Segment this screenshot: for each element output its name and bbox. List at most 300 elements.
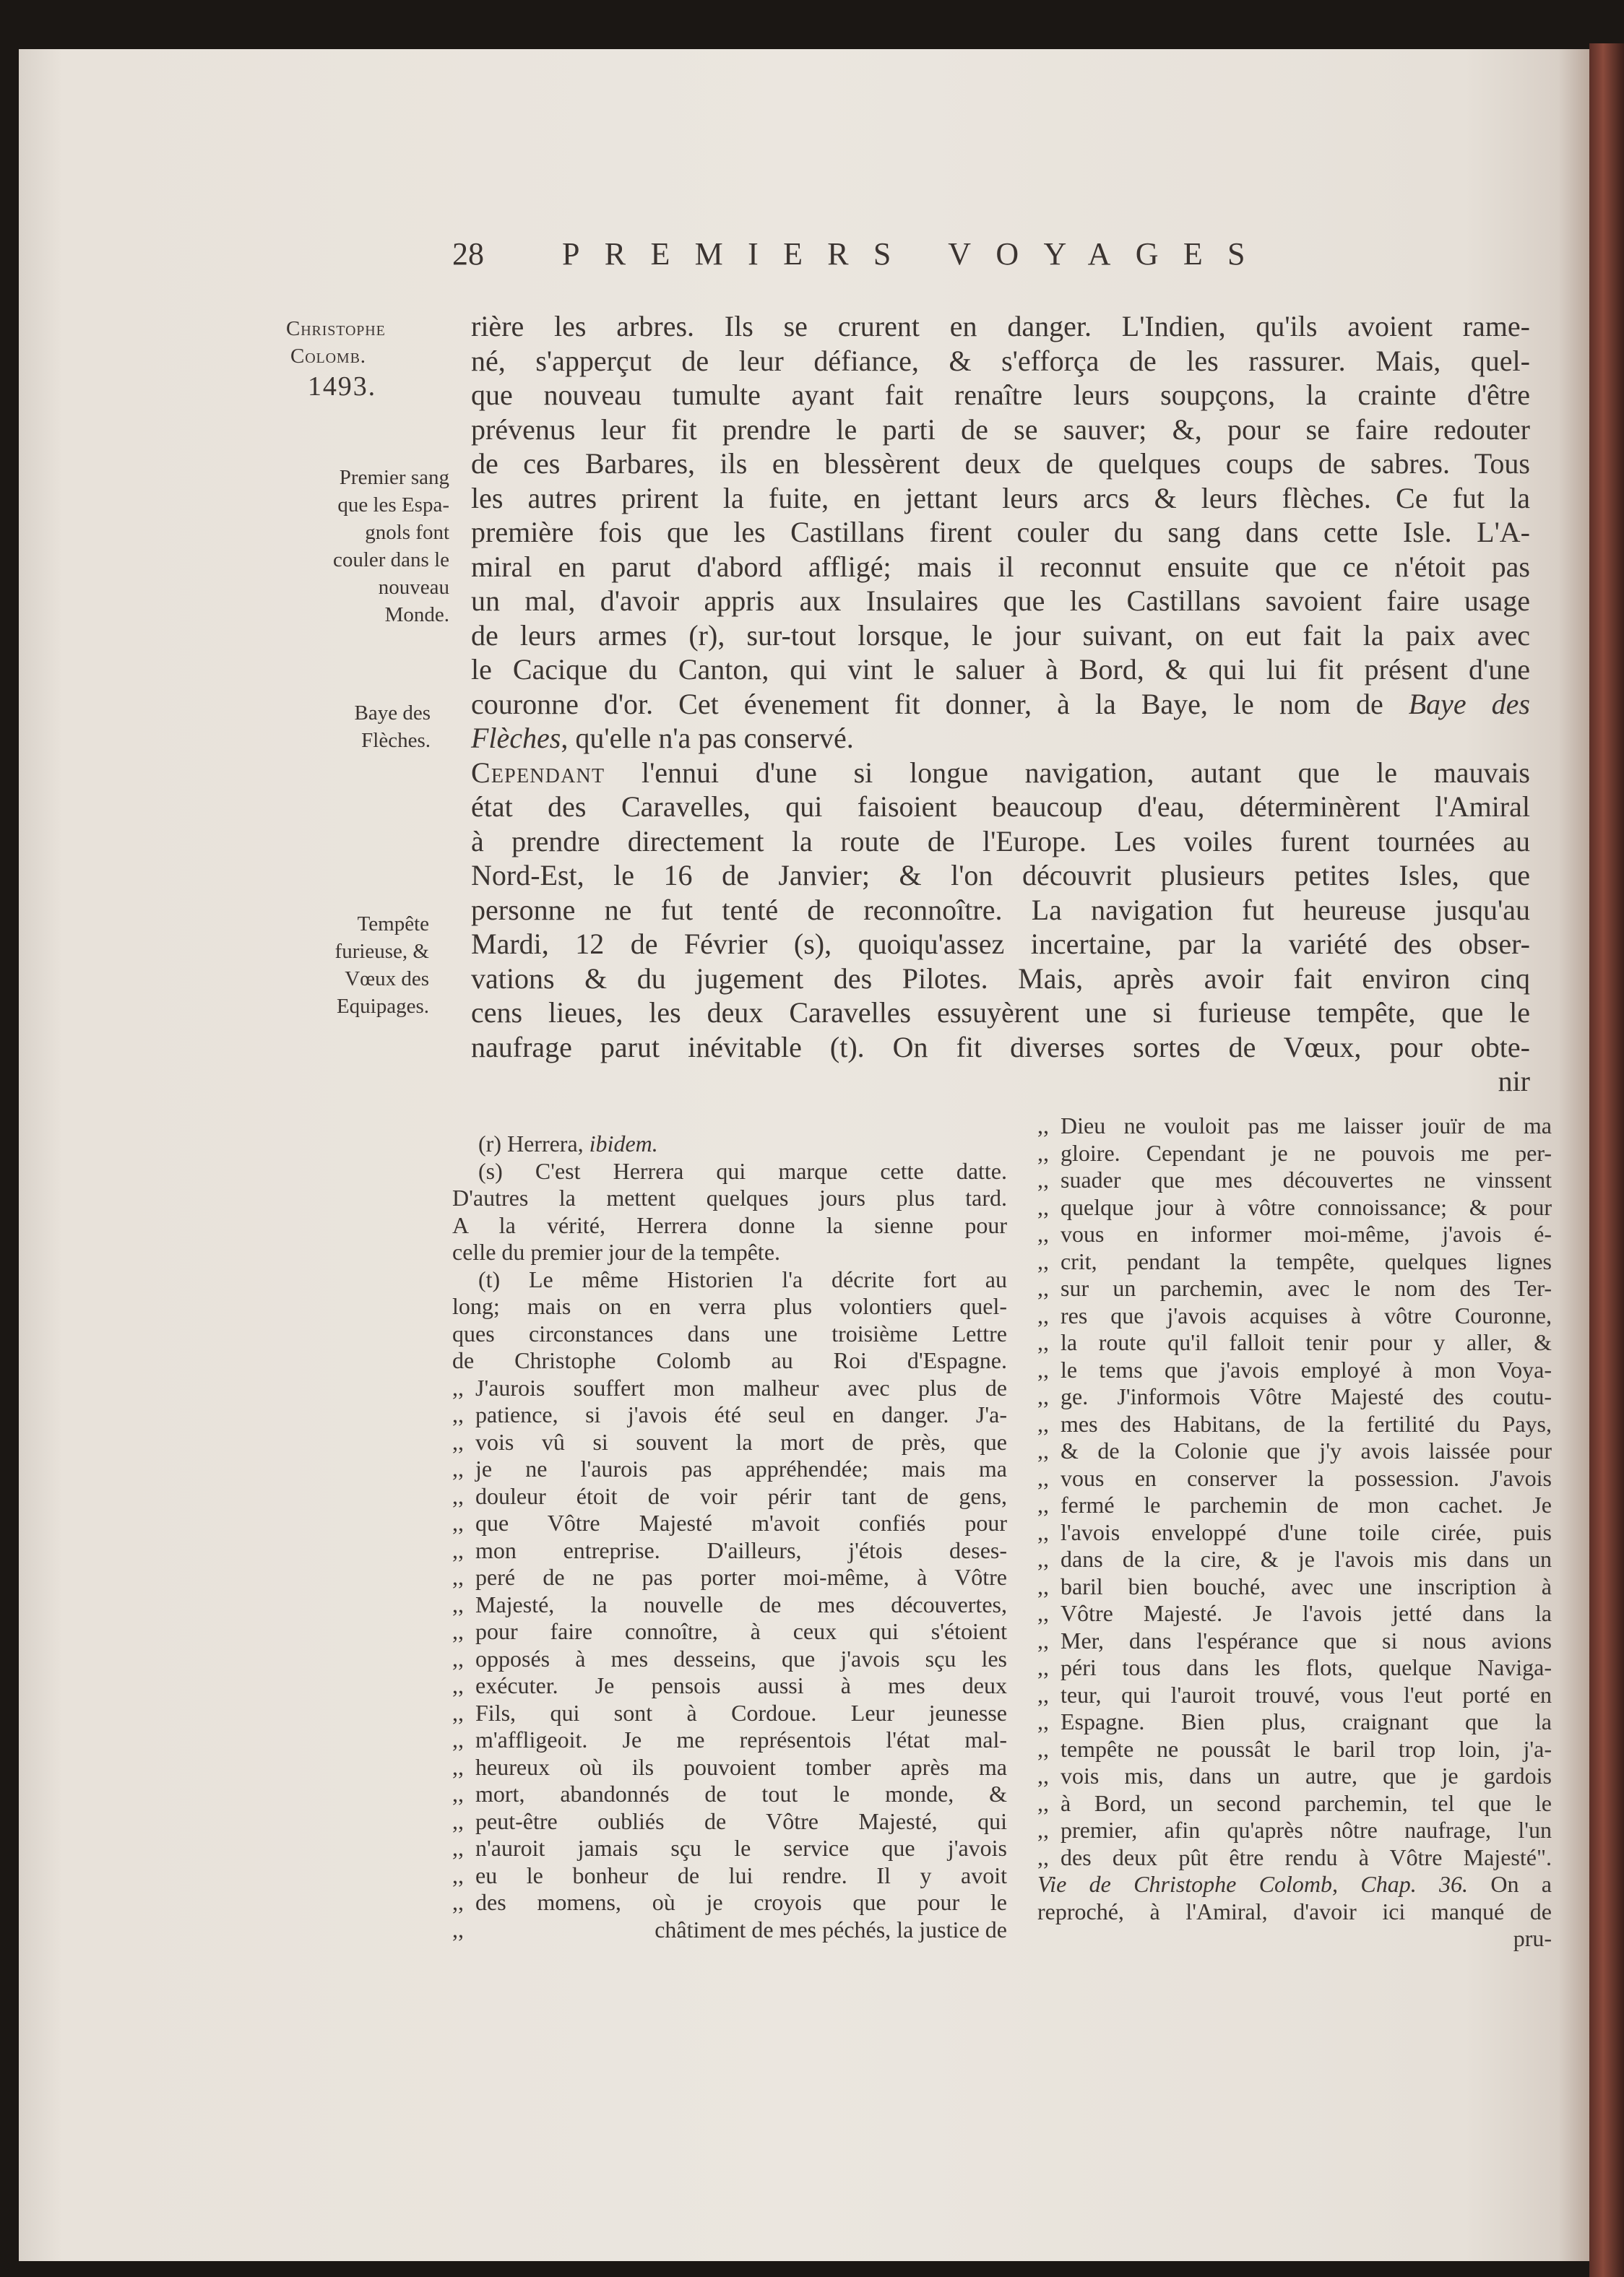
quote-mark: ,,	[452, 1618, 464, 1644]
text-segment: celle du premier jour de la tempête.	[452, 1239, 781, 1265]
margin-author-line: Colomb.	[290, 345, 366, 368]
margin-note-author	[286, 315, 445, 400]
line-text	[1061, 1275, 1552, 1302]
quote-mark: ,,	[452, 1564, 464, 1590]
margin-note-premier-sang	[293, 464, 449, 628]
quote-mark: ,,	[1037, 1546, 1049, 1572]
quote-mark: ,,	[452, 1916, 464, 1943]
text-line	[452, 1835, 1007, 1862]
text-segment: rière les arbres. Ils se crurent en danger. L'Indien, qu'ils avoient rame-	[471, 310, 1530, 342]
text-segment: Vôtre Majesté. Je l'avois jetté dans la	[1061, 1600, 1552, 1626]
line-text	[1061, 1654, 1552, 1682]
text-line	[452, 1754, 1007, 1781]
text-segment: le Cacique du Canton, qui vint le saluer à Bord, & qui lui fit présent d'une	[471, 653, 1530, 686]
text-segment: & de la Colonie que j'y avois laissée pour	[1061, 1438, 1552, 1464]
quote-mark: ,,	[452, 1672, 464, 1698]
text-line	[1037, 1898, 1552, 1926]
line-text	[452, 1239, 1007, 1266]
text-segment: douleur étoit de voir périr tant de gens,	[475, 1482, 1007, 1509]
margin-note-line: que les Espa-	[337, 493, 449, 517]
text-line	[452, 1185, 1007, 1212]
line-text	[471, 550, 1530, 584]
text-line	[452, 1375, 1007, 1402]
quote-mark: ,,	[1037, 1654, 1049, 1680]
line-text	[1061, 1194, 1552, 1222]
text-segment: Fils, qui sont à Cordoue. Leur jeunesse	[475, 1699, 1007, 1726]
text-segment: né, s'apperçut de leur défiance, & s'efforça de les rassurer. Mais, quel-	[471, 344, 1530, 377]
text-segment: long; mais on en verra plus volontiers quel-	[452, 1293, 1007, 1319]
text-line	[452, 1862, 1007, 1890]
line-text	[471, 515, 1530, 550]
margin-note-line: Flèches.	[361, 729, 431, 752]
text-segment: opposés à mes desseins, que j'avois sçu les	[475, 1645, 1007, 1672]
text-line	[1037, 1167, 1552, 1194]
quote-mark: ,,	[1037, 1735, 1049, 1762]
text-line	[1037, 1140, 1552, 1167]
line-text	[475, 1672, 1007, 1700]
text-line	[452, 1510, 1007, 1537]
text-line	[471, 721, 1530, 756]
text-segment: suader que mes découvertes ne vinssent	[1061, 1167, 1552, 1193]
text-segment: pru-	[1513, 1925, 1552, 1951]
quote-mark: ,,	[1037, 1302, 1049, 1328]
line-text	[475, 1727, 1007, 1754]
text-segment: exécuter. Je pensois aussi à mes deux	[475, 1672, 1007, 1698]
quote-mark: ,,	[452, 1807, 464, 1834]
line-text	[1061, 1763, 1552, 1790]
margin-author-line: Christophe	[286, 317, 386, 340]
text-segment: ques circonstances dans une troisième Lettre	[452, 1320, 1007, 1347]
text-segment: peut-être oubliés de Vôtre Majesté, qui	[475, 1807, 1007, 1834]
line-text	[478, 1266, 1007, 1294]
line-text	[1061, 1492, 1552, 1519]
line-text	[1061, 1844, 1552, 1872]
line-text	[471, 652, 1530, 687]
text-segment: Mer, dans l'espérance que si nous avions	[1061, 1627, 1552, 1654]
line-text	[471, 309, 1530, 344]
text-line	[1037, 1844, 1552, 1872]
text-line	[1037, 1763, 1552, 1790]
text-segment: je ne l'aurois pas appréhendée; mais ma	[475, 1456, 1007, 1482]
line-text	[1061, 1112, 1552, 1140]
quote-mark: ,,	[452, 1835, 464, 1861]
page-edge-shadow	[1589, 43, 1624, 2277]
margin-year: 1493.	[308, 371, 376, 402]
line-text	[471, 687, 1530, 722]
line-text	[1037, 1898, 1552, 1926]
line-text	[475, 1917, 1007, 1944]
quote-mark: ,,	[452, 1537, 464, 1563]
text-line	[471, 515, 1530, 550]
line-text	[1061, 1438, 1552, 1465]
quote-mark: ,,	[1037, 1221, 1049, 1247]
quote-mark: ,,	[1037, 1492, 1049, 1518]
text-line	[1037, 1682, 1552, 1709]
text-line	[452, 1672, 1007, 1700]
text-segment: ge. J'informois Vôtre Majesté des coutu-	[1061, 1383, 1552, 1409]
text-segment: miral en parut d'abord affligé; mais il reconnut ensuite que ce n'étoit pas	[471, 550, 1530, 583]
text-line	[452, 1456, 1007, 1483]
line-text	[452, 1347, 1007, 1375]
quote-mark: ,,	[1037, 1763, 1049, 1789]
line-text	[475, 1700, 1007, 1727]
text-line	[471, 652, 1530, 687]
line-text	[471, 995, 1530, 1030]
line-text	[471, 962, 1530, 996]
text-line	[1037, 1654, 1552, 1682]
margin-note-line: Premier sang	[339, 466, 449, 489]
line-text	[475, 1835, 1007, 1862]
text-line	[471, 893, 1530, 928]
text-line	[1037, 1817, 1552, 1844]
text-segment: On a	[1468, 1871, 1552, 1897]
text-segment: quelque jour à vôtre connoissance; & pour	[1061, 1193, 1552, 1220]
text-line	[1037, 1275, 1552, 1302]
text-segment: sur un parchemin, avec le nom des Ter-	[1061, 1275, 1552, 1301]
text-segment: prévenus leur fit prendre le parti de se sauver; &, pour se faire redouter	[471, 412, 1530, 446]
quote-mark: ,,	[1037, 1139, 1049, 1166]
line-text	[475, 1429, 1007, 1456]
text-segment: la route qu'il falloit tenir pour y aller, &	[1061, 1329, 1552, 1355]
text-segment: vois vû si souvent la mort de près, que	[475, 1428, 1007, 1455]
quote-mark: ,,	[1037, 1356, 1049, 1383]
text-line	[1037, 1438, 1552, 1465]
text-line	[452, 1808, 1007, 1836]
main-text	[471, 309, 1530, 1099]
line-text	[1061, 1817, 1552, 1844]
line-text	[471, 790, 1530, 824]
line-text	[475, 1510, 1007, 1537]
text-line	[471, 858, 1530, 893]
text-segment: premier, afin qu'après nôtre naufrage, l'un	[1061, 1817, 1552, 1843]
text-segment: D'autres la mettent quelques jours plus tard.	[452, 1185, 1007, 1211]
text-line	[1037, 1383, 1552, 1411]
text-segment: crit, pendant la tempête, quelques lignes	[1061, 1248, 1552, 1274]
quote-mark: ,,	[452, 1374, 464, 1401]
text-line	[452, 1483, 1007, 1511]
line-text	[471, 1030, 1530, 1065]
text-segment: Nord-Est, le 16 de Janvier; & l'on découvrit plusieurs petites Isles, que	[471, 859, 1530, 891]
line-text	[1061, 1221, 1552, 1248]
quote-mark: ,,	[452, 1428, 464, 1455]
text-segment: de ces Barbares, ils en blessèrent deux de quelques coups de sabres. Tous	[471, 447, 1530, 480]
line-text	[1061, 1790, 1552, 1818]
line-text	[1061, 1167, 1552, 1194]
text-line	[452, 1158, 1007, 1185]
text-segment: gloire. Cependant je ne pouvois me per-	[1061, 1139, 1552, 1166]
text-segment: vois mis, dans un autre, que je gardois	[1061, 1763, 1552, 1789]
text-line	[471, 550, 1530, 584]
line-text	[475, 1889, 1007, 1917]
text-line	[471, 790, 1530, 824]
line-text	[452, 1293, 1007, 1321]
line-text	[471, 1064, 1530, 1099]
text-line	[1037, 1600, 1552, 1628]
text-line	[471, 584, 1530, 618]
quote-mark: ,,	[1037, 1627, 1049, 1654]
text-line	[471, 412, 1530, 447]
line-text	[475, 1483, 1007, 1511]
quote-mark: ,,	[452, 1591, 464, 1617]
line-text	[471, 893, 1530, 928]
text-line	[471, 1030, 1530, 1065]
line-text	[1061, 1736, 1552, 1763]
margin-note-line: Equipages.	[336, 995, 429, 1018]
book-page	[19, 49, 1590, 2261]
text-segment: cens lieues, les deux Caravelles essuyèrent une si furieuse tempête, que le	[471, 996, 1530, 1029]
text-segment: mort, abandonnés de tout le monde, &	[475, 1781, 1007, 1807]
running-title: PREMIERS VOYAGES	[562, 236, 1270, 272]
quote-mark: ,,	[1037, 1600, 1049, 1626]
line-text	[452, 1212, 1007, 1240]
footnotes-left-column	[452, 1131, 1007, 1943]
line-text	[471, 824, 1530, 859]
margin-note-line: nouveau	[378, 576, 449, 599]
line-text	[471, 584, 1530, 618]
text-segment: nir	[1498, 1065, 1530, 1097]
text-line	[471, 481, 1530, 516]
text-line	[471, 344, 1530, 379]
text-segment: l'ennui d'une si longue navigation, autant que le mauvais	[605, 756, 1530, 789]
line-text	[471, 927, 1530, 962]
quote-mark: ,,	[452, 1699, 464, 1726]
line-text	[475, 1862, 1007, 1890]
quote-mark: ,,	[452, 1401, 464, 1427]
text-line	[1037, 1112, 1552, 1140]
text-line	[452, 1347, 1007, 1375]
text-line	[471, 756, 1530, 790]
text-segment: des momens, où je croyois que pour le	[475, 1889, 1007, 1915]
text-segment: état des Caravelles, qui faisoient beaucoup d'eau, déterminèrent l'Amiral	[471, 790, 1530, 823]
footnotes-right-column	[1037, 1112, 1552, 1953]
italic-text: Vie de Christophe Colomb, Chap. 36.	[1037, 1871, 1469, 1897]
text-line	[1037, 1628, 1552, 1655]
line-text	[471, 446, 1530, 481]
line-text	[1061, 1682, 1552, 1709]
text-segment: de Christophe Colomb au Roi d'Espagne.	[452, 1347, 1007, 1373]
text-segment: n'auroit jamais sçu le service que j'avois	[475, 1835, 1007, 1861]
text-line	[471, 618, 1530, 653]
line-text	[1061, 1465, 1552, 1492]
text-segment: res que j'avois acquises à vôtre Couronne,	[1061, 1302, 1552, 1328]
line-text	[1061, 1546, 1552, 1573]
text-segment: pour faire connoître, à ceux qui s'étoient	[475, 1618, 1007, 1644]
text-segment: (s) C'est Herrera qui marque cette datte.	[478, 1157, 1007, 1184]
text-line	[471, 995, 1530, 1030]
text-segment: que nouveau tumulte ayant fait renaître leurs soupçons, la crainte d'être	[471, 379, 1530, 411]
text-segment: mes des Habitans, de la fertilité du Pays,	[1061, 1410, 1552, 1437]
text-line	[1037, 1329, 1552, 1357]
line-text	[1061, 1573, 1552, 1601]
text-line	[471, 824, 1530, 859]
text-line	[452, 1401, 1007, 1429]
line-text	[1037, 1871, 1552, 1898]
text-segment: (r) Herrera,	[478, 1131, 589, 1157]
quote-mark: ,,	[452, 1727, 464, 1753]
line-text	[1061, 1383, 1552, 1411]
text-segment: le tems que j'avois employé à mon Voya-	[1061, 1356, 1552, 1383]
text-line	[452, 1293, 1007, 1321]
quote-mark: ,,	[1037, 1383, 1049, 1409]
text-line	[471, 927, 1530, 962]
line-text	[1061, 1519, 1552, 1547]
text-segment: eu le bonheur de lui rendre. Il y avoit	[475, 1862, 1007, 1888]
line-text	[1061, 1411, 1552, 1438]
line-text	[471, 618, 1530, 653]
margin-note-line: Tempête	[357, 912, 429, 936]
margin-note-tempete	[293, 910, 429, 1020]
text-line	[452, 1429, 1007, 1456]
text-line	[452, 1917, 1007, 1944]
text-line	[1037, 1546, 1552, 1573]
text-line	[1037, 1465, 1552, 1492]
quote-mark: ,,	[1037, 1248, 1049, 1274]
line-text	[1061, 1329, 1552, 1357]
text-line	[1037, 1925, 1552, 1953]
text-segment: teur, qui l'auroit trouvé, vous l'eut porté en	[1061, 1681, 1552, 1708]
quote-mark: ,,	[452, 1889, 464, 1915]
line-text	[475, 1401, 1007, 1429]
text-line	[1037, 1492, 1552, 1519]
line-text	[1061, 1600, 1552, 1628]
quote-mark: ,,	[1037, 1789, 1049, 1816]
text-segment: tempête ne poussât le baril trop loin, j'a-	[1061, 1735, 1552, 1762]
quote-mark: ,,	[1037, 1573, 1049, 1599]
text-segment: patience, si j'avois été seul en danger. J'a-	[475, 1401, 1007, 1427]
text-segment: première fois que les Castillans firent couler du sang dans cette Isle. L'A-	[471, 516, 1530, 548]
quote-mark: ,,	[1037, 1681, 1049, 1708]
margin-note-line: Baye des	[354, 701, 431, 725]
quote-mark: ,,	[1037, 1329, 1049, 1355]
text-line	[1037, 1248, 1552, 1276]
line-text	[475, 1564, 1007, 1591]
text-line	[452, 1564, 1007, 1591]
quote-mark: ,,	[1037, 1817, 1049, 1843]
text-line	[1037, 1411, 1552, 1438]
text-line	[471, 309, 1530, 344]
text-segment: , qu'elle n'a pas conservé.	[561, 722, 854, 754]
margin-note-baye-des-fleches	[293, 699, 431, 754]
quote-mark: ,,	[1037, 1438, 1049, 1464]
quote-mark: ,,	[452, 1781, 464, 1807]
quote-mark: ,,	[452, 1456, 464, 1482]
quote-mark: ,,	[452, 1510, 464, 1536]
line-text	[475, 1591, 1007, 1619]
line-text	[471, 344, 1530, 379]
text-line	[1037, 1519, 1552, 1547]
text-segment: les autres prirent la fuite, en jettant leurs arcs & leurs flèches. Ce fut la	[471, 481, 1530, 514]
text-segment: peré de ne pas porter moi-même, à Vôtre	[475, 1564, 1007, 1590]
quote-mark: ,,	[452, 1862, 464, 1888]
line-text	[1037, 1925, 1552, 1953]
text-segment: dans de la cire, & je l'avois mis dans un	[1061, 1546, 1552, 1572]
text-line	[1037, 1790, 1552, 1818]
line-text	[452, 1321, 1007, 1348]
text-line	[471, 378, 1530, 412]
quote-mark: ,,	[1037, 1193, 1049, 1220]
text-segment: vous en conserver la possession. J'avois	[1061, 1464, 1552, 1491]
text-segment: péri tous dans les flots, quelque Naviga-	[1061, 1654, 1552, 1680]
quote-mark: ,,	[1037, 1464, 1049, 1491]
text-line	[452, 1781, 1007, 1808]
line-text	[471, 858, 1530, 893]
quote-mark: ,,	[1037, 1167, 1049, 1193]
text-segment: vous en informer moi-même, j'avois é-	[1061, 1221, 1552, 1247]
text-segment: naufrage parut inévitable (t). On fit diverses sortes de Vœux, pour obte-	[471, 1030, 1530, 1063]
text-line	[452, 1591, 1007, 1619]
text-segment: l'avois enveloppé d'une toile cirée, puis	[1061, 1518, 1552, 1545]
text-line	[471, 687, 1530, 722]
text-segment: de leurs armes (r), sur-tout lorsque, le jour suivant, on eut fait la paix avec	[471, 618, 1530, 652]
line-text	[471, 412, 1530, 447]
line-text	[475, 1456, 1007, 1483]
text-segment: A la vérité, Herrera donne la sienne pour	[452, 1211, 1007, 1238]
text-line	[452, 1321, 1007, 1348]
text-line	[1037, 1194, 1552, 1222]
line-text	[1061, 1628, 1552, 1655]
text-line	[452, 1889, 1007, 1917]
text-segment: à Bord, un second parchemin, tel que le	[1061, 1789, 1552, 1816]
italic-text: Baye des	[1408, 687, 1530, 720]
text-segment: couronne d'or. Cet évenement fit donner, à la Baye, le nom de	[471, 687, 1409, 720]
text-segment: m'affligeoit. Je me représentois l'état mal-	[475, 1727, 1007, 1753]
text-line	[1037, 1736, 1552, 1763]
line-text	[471, 378, 1530, 412]
text-segment: reproché, à l'Amiral, d'avoir ici manqué de	[1037, 1898, 1552, 1924]
page-number: 28	[452, 236, 484, 272]
line-text	[471, 481, 1530, 516]
quote-mark: ,,	[1037, 1844, 1049, 1870]
text-segment: personne ne fut tenté de reconnoître. La navigation fut heureuse jusqu'au	[471, 893, 1530, 926]
quote-mark: ,,	[452, 1645, 464, 1672]
text-segment: (t) Le même Historien l'a décrite fort au	[478, 1266, 1007, 1292]
small-caps-text: Cependant	[471, 756, 605, 789]
text-line	[1037, 1357, 1552, 1384]
line-text	[1061, 1357, 1552, 1384]
line-text	[475, 1781, 1007, 1808]
text-segment: baril bien bouché, avec une inscription à	[1061, 1573, 1552, 1599]
text-segment: un mal, d'avoir appris aux Insulaires que les Castillans savoient faire usage	[471, 584, 1530, 617]
text-segment: heureux où ils pouvoient tomber après ma	[475, 1753, 1007, 1780]
text-line	[1037, 1302, 1552, 1330]
text-segment: châtiment de mes péchés, la justice de	[655, 1916, 1007, 1943]
line-text	[1061, 1140, 1552, 1167]
margin-note-line: couler dans le	[332, 548, 449, 571]
line-text	[475, 1754, 1007, 1781]
margin-note-line: gnols font	[365, 521, 449, 544]
text-segment: J'aurois souffert mon malheur avec plus de	[475, 1374, 1007, 1401]
quote-mark: ,,	[1037, 1708, 1049, 1734]
line-text	[1061, 1248, 1552, 1276]
line-text	[475, 1618, 1007, 1646]
text-line	[471, 1064, 1530, 1099]
italic-text: ibidem.	[589, 1131, 658, 1157]
line-text	[475, 1808, 1007, 1836]
line-text	[1061, 1302, 1552, 1330]
text-line	[452, 1131, 1007, 1158]
text-line	[471, 962, 1530, 996]
text-line	[452, 1266, 1007, 1294]
text-segment: Mardi, 12 de Février (s), quoiqu'assez incertaine, par la variété des obser-	[471, 928, 1530, 960]
text-segment: Dieu ne vouloit pas me laisser jouïr de ma	[1061, 1112, 1552, 1138]
text-line	[452, 1212, 1007, 1240]
italic-text: Flèches	[471, 722, 561, 754]
line-text	[478, 1158, 1007, 1185]
quote-mark: ,,	[1037, 1275, 1049, 1301]
margin-note-line: Monde.	[384, 603, 449, 626]
text-segment: vations & du jugement des Pilotes. Mais, après avoir fait environ cinq	[471, 962, 1530, 995]
text-line	[1037, 1871, 1552, 1898]
